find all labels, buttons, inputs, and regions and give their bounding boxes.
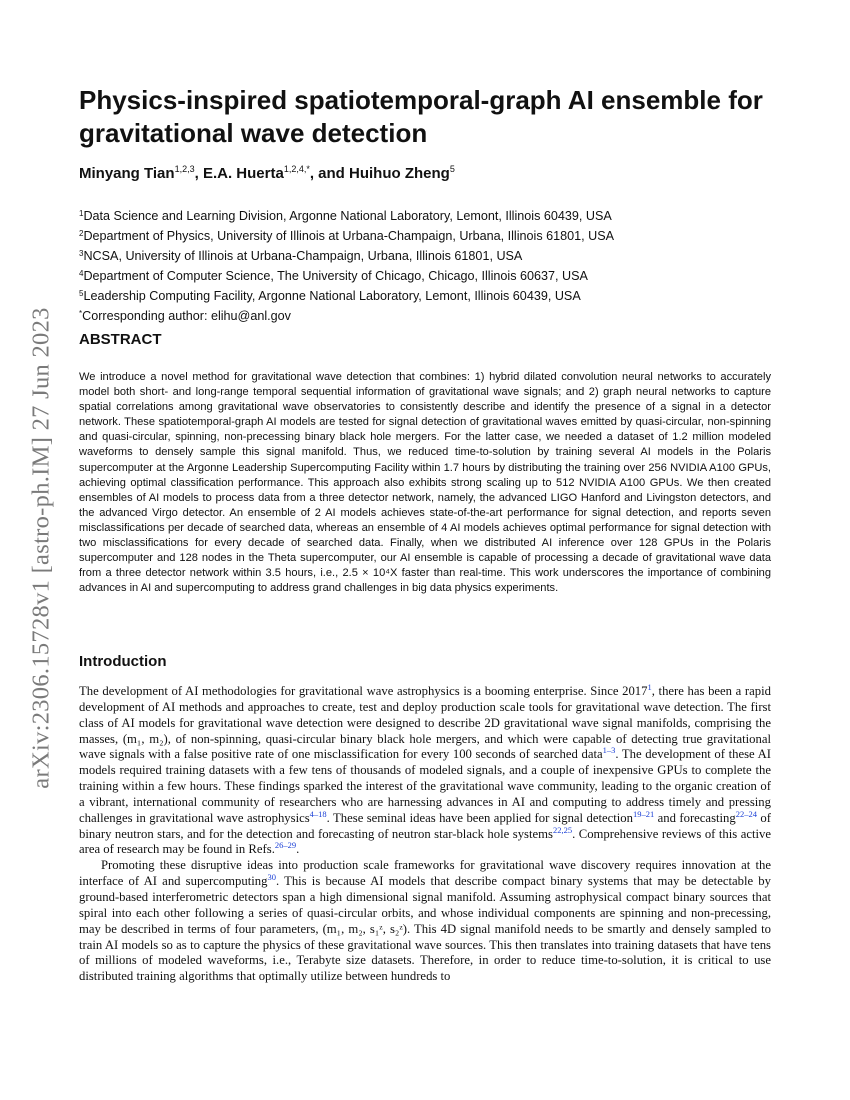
citation-link: 4–18: [309, 808, 327, 819]
affiliation-item: [79, 285, 614, 305]
citation-link: 1–3: [602, 745, 616, 756]
citation-link: 19–21: [632, 808, 655, 819]
abstract-text: We introduce a novel method for gravitational wave detection that combines: 1) hybrid dilated convolution neural networks to accurately model both short- and long-range temporal sequential information of gravitational wave signals; and 2) graph neural networks to capture spatial correlations among gravitational wave observatories to consistently describe and identify the presence of a signal in a detector network. These spatiotemporal-graph AI models are tested for signal detection of gravitational waves emitted by quasi-circular, non-spinning and quasi-circular, spinning, non-precessing binary black hole mergers. For the latter case, we needed a dataset of 1.2 million modeled waveforms to densely sample this signal manifold. Thus, we reduced time-to-solution by training several AI models in the Polaris supercomputer at the Argonne Leadership Supercomputing Facility within 1.7 hours by distributing the training over 256 NVIDIA A100 GPUs, achieving optimal classification performance. This approach also exhibits strong scaling up to 512 NVIDIA A100 GPUs. We then created ensembles of AI models to process data from a three detector network, namely, the advanced LIGO Hanford and Livingston detectors, and the advanced Virgo detector. An ensemble of 2 AI models achieves state-of-the-art performance for signal detection, and reports seven misclassifications per decade of searched data, whereas an ensemble of 4 AI models achieves optimal performance for signal detection with two misclassifications for every decade of searched data. Finally, when we distributed AI inference over 128 GPUs in the Polaris supercomputer and 128 nodes in the Theta supercomputer, our AI ensemble is capable of processing a decade of gravitational wave data from a three detector network within 3.5 hours, i.e., 2.5 × 10⁴X faster than real-time. This work underscores the importance of combining advances in AI and supercomputing to address grand challenges in big data physics experiments.: [79, 371, 771, 595]
affiliation-text: NCSA, University of Illinois at Urbana-Champaign, Urbana, Illinois 61801, USA: [83, 249, 523, 263]
affiliation-mark: 3: [79, 249, 84, 258]
paper-title: Physics-inspired spatiotemporal-graph AI ensemble for gravitational wave detection: [79, 85, 763, 148]
paragraph-text: Promoting these disruptive ideas into production scale frameworks for gravitational wave discovery requires innovation at the interface of AI and supercomputing: [79, 858, 771, 889]
affiliation-item: [79, 245, 614, 265]
affiliation-text: Corresponding author: elihu@anl.gov: [82, 309, 291, 323]
citation-link: 22–24: [735, 808, 757, 819]
author-affiliation-marks: 5: [449, 164, 455, 174]
arxiv-identifier: [22, 268, 62, 828]
introduction-heading: Introduction: [79, 653, 167, 670]
author-separator: ,: [194, 165, 203, 182]
introduction-paragraph: [79, 684, 771, 858]
paragraph-text: . This is because AI models that describe compact binary systems that may be detectable by ground-based interferometric detectors span a high dimensional signal manifold. Assuming astrophysical compact binary sources that spiral into each other following a series of quasi-circular orbits, and whose individual components are spinning and non-precessing, may be described in terms of four parameters, (m₁, m₂, s₁ᶻ, s₂ᶻ). This 4D signal manifold needs to be smartly and densely sampled to train AI models so as to capture the physics of these gravitational wave sources. This then translates into training datasets that have tens of millions of modeled waveforms, i.e., Terabyte size datasets. Therefore, in order to reduce time-to-solution, it is critical to use distributed training algorithms that optimally utilize between hundreds to: [79, 874, 771, 984]
affiliation-item: [79, 305, 614, 325]
affiliation-item: [79, 265, 614, 285]
affiliation-text: Leadership Computing Facility, Argonne National Laboratory, Lemont, Illinois 60439, USA: [83, 289, 581, 303]
citation-link: 30: [267, 872, 276, 883]
author-name: E.A. Huerta: [202, 165, 284, 182]
affiliation-item: [79, 205, 614, 225]
author-name: Huihuo Zheng: [349, 165, 450, 182]
affiliation-item: [79, 225, 614, 245]
author-name: Minyang Tian: [79, 165, 175, 182]
affiliation-text: Department of Computer Science, The University of Chicago, Chicago, Illinois 60637, USA: [83, 269, 588, 283]
arxiv-identifier-text: arXiv:2306.15728v1 [astro-ph.IM] 27 Jun 2023: [28, 307, 55, 789]
citation-link: 26–29: [274, 840, 297, 851]
citation-link: 1: [647, 682, 652, 692]
paragraph-text: .: [296, 842, 300, 857]
author-affiliation-marks: 1,2,4,*: [283, 164, 310, 174]
citation-link: 22,25: [552, 824, 573, 835]
affiliation-list: [79, 205, 614, 325]
introduction-body: [79, 684, 771, 985]
paragraph-text: . Comprehensive reviews of this active area of research may be found in Refs.: [79, 826, 771, 857]
affiliation-text: Data Science and Learning Division, Argonne National Laboratory, Lemont, Illinois 60439, USA: [83, 209, 612, 223]
author-list: [79, 164, 455, 182]
paragraph-text: , there has been a rapid development of AI methods and approaches to create, test and deploy production scale tools for gravitational wave detection. The first class of AI models for gravitational wave detection were designed to describe 2D gravitational wave signal manifolds, comprising the masses, (m₁, m₂), of non-spinning, quasi-circular binary black hole mergers, and which were capable of detecting true gravitational wave signals with a false positive rate of one misclassification for every 100 seconds of searched data: [79, 684, 771, 762]
affiliation-mark: *: [79, 309, 83, 318]
author-affiliation-marks: 1,2,3: [174, 164, 195, 174]
paragraph-text: The development of AI methodologies for gravitational wave astrophysics is a booming enterprise. Since 2017: [79, 684, 648, 698]
introduction-paragraph: [79, 858, 771, 985]
affiliation-text: Department of Physics, University of Illinois at Urbana-Champaign, Urbana, Illinois 61801, USA: [83, 229, 615, 243]
author-separator: , and: [309, 165, 350, 182]
affiliation-mark: 4: [79, 269, 84, 278]
affiliation-mark: 5: [79, 289, 84, 298]
affiliation-mark: 1: [79, 209, 84, 218]
paragraph-text: . These seminal ideas have been applied for signal detection: [326, 810, 633, 825]
paragraph-text: of binary neutron stars, and for the detection and forecasting of neutron star-black hole systems: [79, 810, 771, 841]
affiliation-mark: 2: [79, 229, 84, 238]
abstract-heading: ABSTRACT: [79, 331, 162, 348]
paragraph-text: . The development of these AI models required training datasets with a few tens of thousands of modeled signals, and a couple of inexpensive GPUs to complete the training within a few hours. These findings sparked the interest of the gravitational wave community, leading to the organic creation of a vibrant, international community of researchers who are harnessing advances in AI and computing to address timely and pressing challenges in gravitational wave astrophysics: [79, 747, 771, 825]
paragraph-text: and forecasting: [654, 810, 736, 825]
